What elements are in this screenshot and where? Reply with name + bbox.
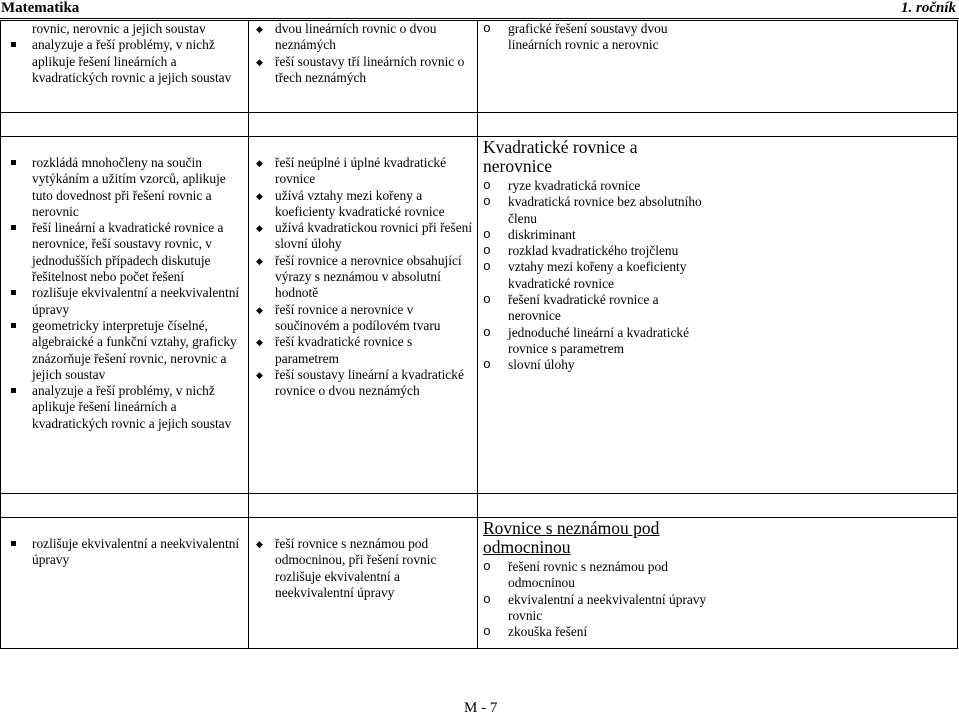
row-gap: [1, 113, 958, 137]
outputs-cell: [1, 21, 249, 113]
row-gap: [1, 494, 958, 518]
list-item: rovnic, nerovnic a jejich soustav: [32, 21, 206, 36]
list-item: ◆ řeší soustavy lineární a kvadratické rovnice o dvou neznámých: [249, 367, 477, 400]
table-row: [1, 518, 958, 649]
list-item: rozlišuje ekvivalentní a neekvivalentní úpravy: [1, 536, 248, 569]
list-item: analyzuje a řeší problémy, v nichž aplikuje řešení lineárních a kvadratických rovnic a jejich soustav: [1, 383, 248, 432]
list-item: řeší lineární a kvadratické rovnice a nerovnice, řeší soustavy rovnic, v jednodušších případech diskutuje řešitelnost nebo počet řešení: [1, 220, 248, 285]
subject-title: Matematika: [1, 0, 80, 16]
list-item: ◆ užívá kvadratickou rovnici při řešení slovní úlohy: [249, 220, 477, 253]
outputs-cell: [1, 518, 249, 649]
list-item: ◆ řeší soustavy tří lineárních rovnic o třech neznámých: [249, 54, 477, 87]
topics-cell: [478, 518, 958, 649]
competences-list: [249, 155, 477, 399]
list-item: o ryze kvadratická rovnice: [478, 178, 710, 194]
list-item: o slovní úlohy: [478, 357, 710, 373]
list-item: o rozklad kvadratického trojčlenu: [478, 243, 710, 259]
list-item: o diskriminant: [478, 227, 710, 243]
outputs-cell: [1, 137, 249, 494]
list-item: ◆ řeší kvadratické rovnice s parametrem: [249, 334, 477, 367]
outputs-list: [1, 536, 248, 569]
competences-list: [249, 21, 477, 86]
outputs-list: [1, 155, 248, 432]
list-item: o jednoduché lineární a kvadratické rovnice s parametrem: [478, 325, 710, 358]
list-item: geometricky interpretuje číselné, algebraické a funkční vztahy, graficky znázorňuje řešení rovnic, nerovnic a jejich soustav: [1, 318, 248, 383]
competences-cell: [249, 518, 478, 649]
list-item: o řešení kvadratické rovnice a nerovnice: [478, 292, 710, 325]
list-item: o kvadratická rovnice bez absolutního členu: [478, 194, 710, 227]
header-rule: [0, 18, 959, 19]
topics-cell: [478, 137, 958, 494]
list-item: rozkládá mnohočleny na součin vytýkáním a užitím vzorců, aplikuje tuto dovednost při řešení rovnic a nerovnic: [1, 155, 248, 220]
topic-title: Kvadratické rovnice a nerovnice: [483, 137, 638, 176]
list-item: ◆ řeší rovnice a nerovnice v součinovém a podílovém tvaru: [249, 302, 477, 335]
competences-cell: [249, 137, 478, 494]
competences-cell: [249, 21, 478, 113]
grade-label: 1. ročník: [900, 0, 956, 16]
list-item: o ekvivalentní a neekvivalentní úpravy rovnic: [478, 592, 710, 625]
curriculum-table: [0, 20, 958, 649]
list-item: o vztahy mezi kořeny a koeficienty kvadratické rovnice: [478, 259, 710, 292]
list-item: ◆ řeší neúplné i úplné kvadratické rovnice: [249, 155, 477, 188]
topics-cell: [478, 21, 958, 113]
list-item: ◆ řeší rovnice s neznámou pod odmocninou, při řešení rovnic rozlišuje ekvivalentní a neekvivalentní úpravy: [249, 536, 477, 601]
table-row: [1, 137, 958, 494]
page-header: [0, 0, 959, 18]
list-item: o grafické řešení soustavy dvou lineárních rovnic a nerovnic: [478, 21, 708, 54]
list-item: ◆ užívá vztahy mezi kořeny a koeficienty kvadratické rovnice: [249, 188, 477, 221]
list-item: rozlišuje ekvivalentní a neekvivalentní úpravy: [1, 285, 248, 318]
list-item: ◆ řeší rovnice a nerovnice obsahující výrazy s neznámou v absolutní hodnotě: [249, 253, 477, 302]
list-item: o řešení rovnic s neznámou pod odmocninou: [478, 559, 710, 592]
outputs-list: [1, 21, 248, 86]
topics-list: [478, 178, 710, 374]
list-item: ◆ dvou lineárních rovnic o dvou neznámých: [249, 21, 477, 54]
list-item: analyzuje a řeší problémy, v nichž aplikuje řešení lineárních a kvadratických rovnic a jejich soustav: [1, 37, 248, 86]
competences-list: [249, 536, 477, 601]
topic-title: Rovnice s neznámou pod odmocninou: [483, 518, 660, 557]
topics-list: [478, 21, 708, 54]
list-item: o zkouška řešení: [478, 624, 710, 640]
topics-list: [478, 559, 710, 640]
table-row: [1, 21, 958, 113]
page-number: M - 7: [464, 700, 498, 716]
